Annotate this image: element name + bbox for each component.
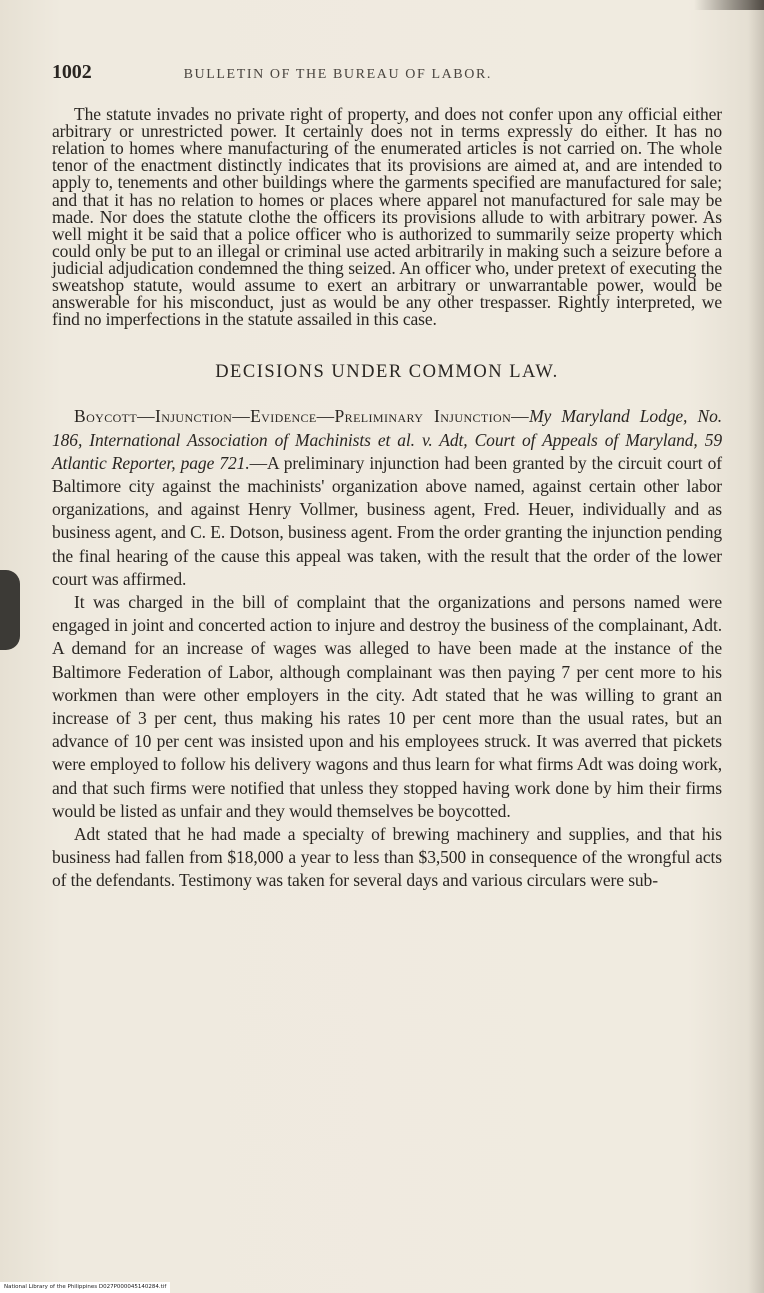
body-paragraph-2: Adt stated that he had made a specialty of brewing machinery and supplies, and that his business had fallen from $18,000 a year to less than $3,500 in consequence of the wrongful acts of the defendants. Testimony was taken for several days and various circulars were sub- xyxy=(52,824,722,891)
case-summary: —A preliminary injunction had been granted by the circuit court of Baltimore city against the machinists' organization above named, against certain other labor organizations, and against Henry Vollmer, business agent, Fred. Heuer, individually and as business agent, and C. E. Dotson, business agent. From the order granting the injunction pending the final hearing of the cause this appeal was taken, with the result that the order of the lower court was affirmed. xyxy=(52,452,722,589)
page-edge-shadow xyxy=(748,0,764,1293)
page-number: 1002 xyxy=(52,61,92,83)
page-header xyxy=(52,61,722,83)
case-summary-paragraph xyxy=(52,405,722,591)
page-content xyxy=(52,61,722,893)
case-body xyxy=(52,405,722,892)
case-citation: My Maryland Lodge, No. 186, International Association of Machinists et al. v. Adt, Court of Appeals of Maryland, 59 Atlantic Reporter, page 721. xyxy=(52,406,722,473)
case-topics: Boycott—Injunction—Evidence—Preliminary Injunction— xyxy=(74,406,530,427)
page-corner-shadow xyxy=(694,0,764,10)
opinion-paragraph: The statute invades no private right of property, and does not confer upon any official either arbitrary or unrestricted power. It certainly does not in terms expressly do either. It has no relation to homes where manufacturing of the enumerated articles is not carried on. The whole tenor of the enactment distinctly indicates that its provisions are aimed at, and are intended to apply to, tenements and other buildings where the garments specified are manufactured for sale; and that it has no relation to homes or places where apparel not manufactured for sale may be made. Nor does the statute clothe the officers its provisions allude to with arbitrary power. As well might it be said that a police officer who is authorized to summarily seize property which could only be put to an illegal or criminal use acted arbitrarily in making such a seizure before a judicial adjudication condemned the thing seized. An officer who, under pretext of executing the sweatshop statute, would assume to exert an arbitrary or unwarrantable power, would be answerable for his misconduct, just as would be any other trespasser. Rightly interpreted, we find no imperfections in the statute assailed in this case. xyxy=(52,104,722,330)
archive-stamp: National Library of the Philippines D027P000045140284.tif xyxy=(0,1282,170,1293)
body-paragraph-1: It was charged in the bill of complaint that the organizations and persons named were engaged in joint and concerted action to injure and destroy the business of the complainant, Adt. A demand for an increase of wages was alleged to have been made at the instance of the Baltimore Federation of Labor, although complainant was then paying 7 per cent more to his workmen than were other employers in the city. Adt stated that he was willing to grant an increase of 3 per cent, thus making his rates 10 per cent more than the usual rates, but an advance of 10 per cent was insisted upon and his employees struck. It was averred that pickets were employed to follow his delivery wagons and thus learn for what firms Adt was doing work, and that such firms were notified that unless they stopped having work done by him their firms would be listed as unfair and they would themselves be boycotted. xyxy=(52,592,722,821)
section-heading: DECISIONS UNDER COMMON LAW. xyxy=(215,362,559,383)
binding-shadow xyxy=(0,570,20,650)
running-title: BULLETIN OF THE BUREAU OF LABOR. xyxy=(183,67,492,82)
